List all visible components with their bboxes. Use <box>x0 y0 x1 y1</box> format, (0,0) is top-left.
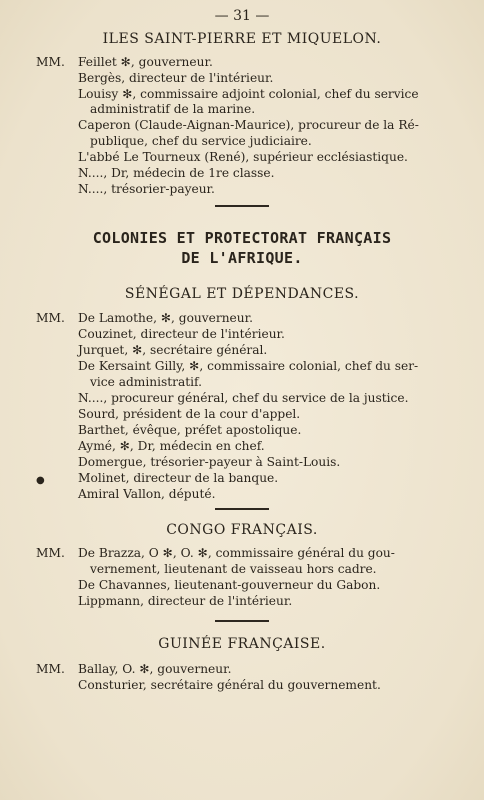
list-item: Bergès, directeur de l'intérieur. <box>78 71 274 85</box>
list-item: Sourd, président de la cour d'appel. <box>78 407 301 421</box>
list-item: Domergue, trésorier-payeur à Saint-Louis. <box>78 455 341 469</box>
list-item: vernement, lieutenant de vaisseau hors cadre. <box>90 562 377 576</box>
list-item: De Brazza, O ✻, O. ✻, commissaire général du gou- <box>78 546 395 560</box>
section-divider <box>215 620 269 622</box>
list-item: Consturier, secrétaire général du gouvernement. <box>78 678 381 692</box>
list-item: Caperon (Claude-Aignan-Maurice), procureur de la Ré- <box>78 118 419 132</box>
section-title-saint-pierre: ILES SAINT-PIERRE ET MIQUELON. <box>102 31 382 47</box>
list-item: Barthet, évêque, préfet apostolique. <box>78 423 302 437</box>
section-divider <box>215 205 269 207</box>
list-item: publique, chef du service judiciaire. <box>90 134 312 148</box>
mm-label: MM. <box>36 55 65 69</box>
list-item: L'abbé Le Tourneux (René), supérieur ecclésiastique. <box>78 150 408 164</box>
list-item: vice administratif. <box>90 375 202 389</box>
list-item: De Chavannes, lieutenant-gouverneur du Gabon. <box>78 578 381 592</box>
list-item: Ballay, O. ✻, gouverneur. <box>78 662 232 676</box>
section-divider <box>215 508 269 510</box>
list-item: Lippmann, directeur de l'intérieur. <box>78 594 293 608</box>
list-item: Louisy ✻, commissaire adjoint colonial, chef du service <box>78 87 419 101</box>
list-item: Molinet, directeur de la banque. <box>78 471 279 485</box>
list-item: Jurquet, ✻, secrétaire général. <box>78 343 268 357</box>
list-item: Feillet ✻, gouverneur. <box>78 55 213 69</box>
section-title-afrique-line2: DE L'AFRIQUE. <box>181 249 303 267</box>
section-title-congo: CONGO FRANÇAIS. <box>166 522 318 538</box>
mm-label: MM. <box>36 311 65 325</box>
list-item: administratif de la marine. <box>90 102 256 116</box>
section-title-afrique-line1: COLONIES ET PROTECTORAT FRANÇAIS <box>92 229 392 247</box>
list-item: Aymé, ✻, Dr, médecin en chef. <box>78 439 265 453</box>
list-item: N...., procureur général, chef du service de la justice. <box>78 391 409 405</box>
mm-label: MM. <box>36 662 65 676</box>
mm-label: MM. <box>36 546 65 560</box>
list-item: Couzinet, directeur de l'intérieur. <box>78 327 285 341</box>
section-title-guinee: GUINÉE FRANÇAISE. <box>158 636 326 652</box>
margin-dot: ● <box>36 475 45 486</box>
list-item: De Lamothe, ✻, gouverneur. <box>78 311 253 325</box>
list-item: N...., trésorier-payeur. <box>78 182 215 196</box>
list-item: De Kersaint Gilly, ✻, commissaire colonial, chef du ser- <box>78 359 419 373</box>
section-title-senegal: SÉNÉGAL ET DÉPENDANCES. <box>124 286 360 302</box>
list-item: Amiral Vallon, député. <box>78 487 216 501</box>
list-item: N...., Dr, médecin de 1re classe. <box>78 166 275 180</box>
page-number: — 31 — <box>214 8 270 24</box>
